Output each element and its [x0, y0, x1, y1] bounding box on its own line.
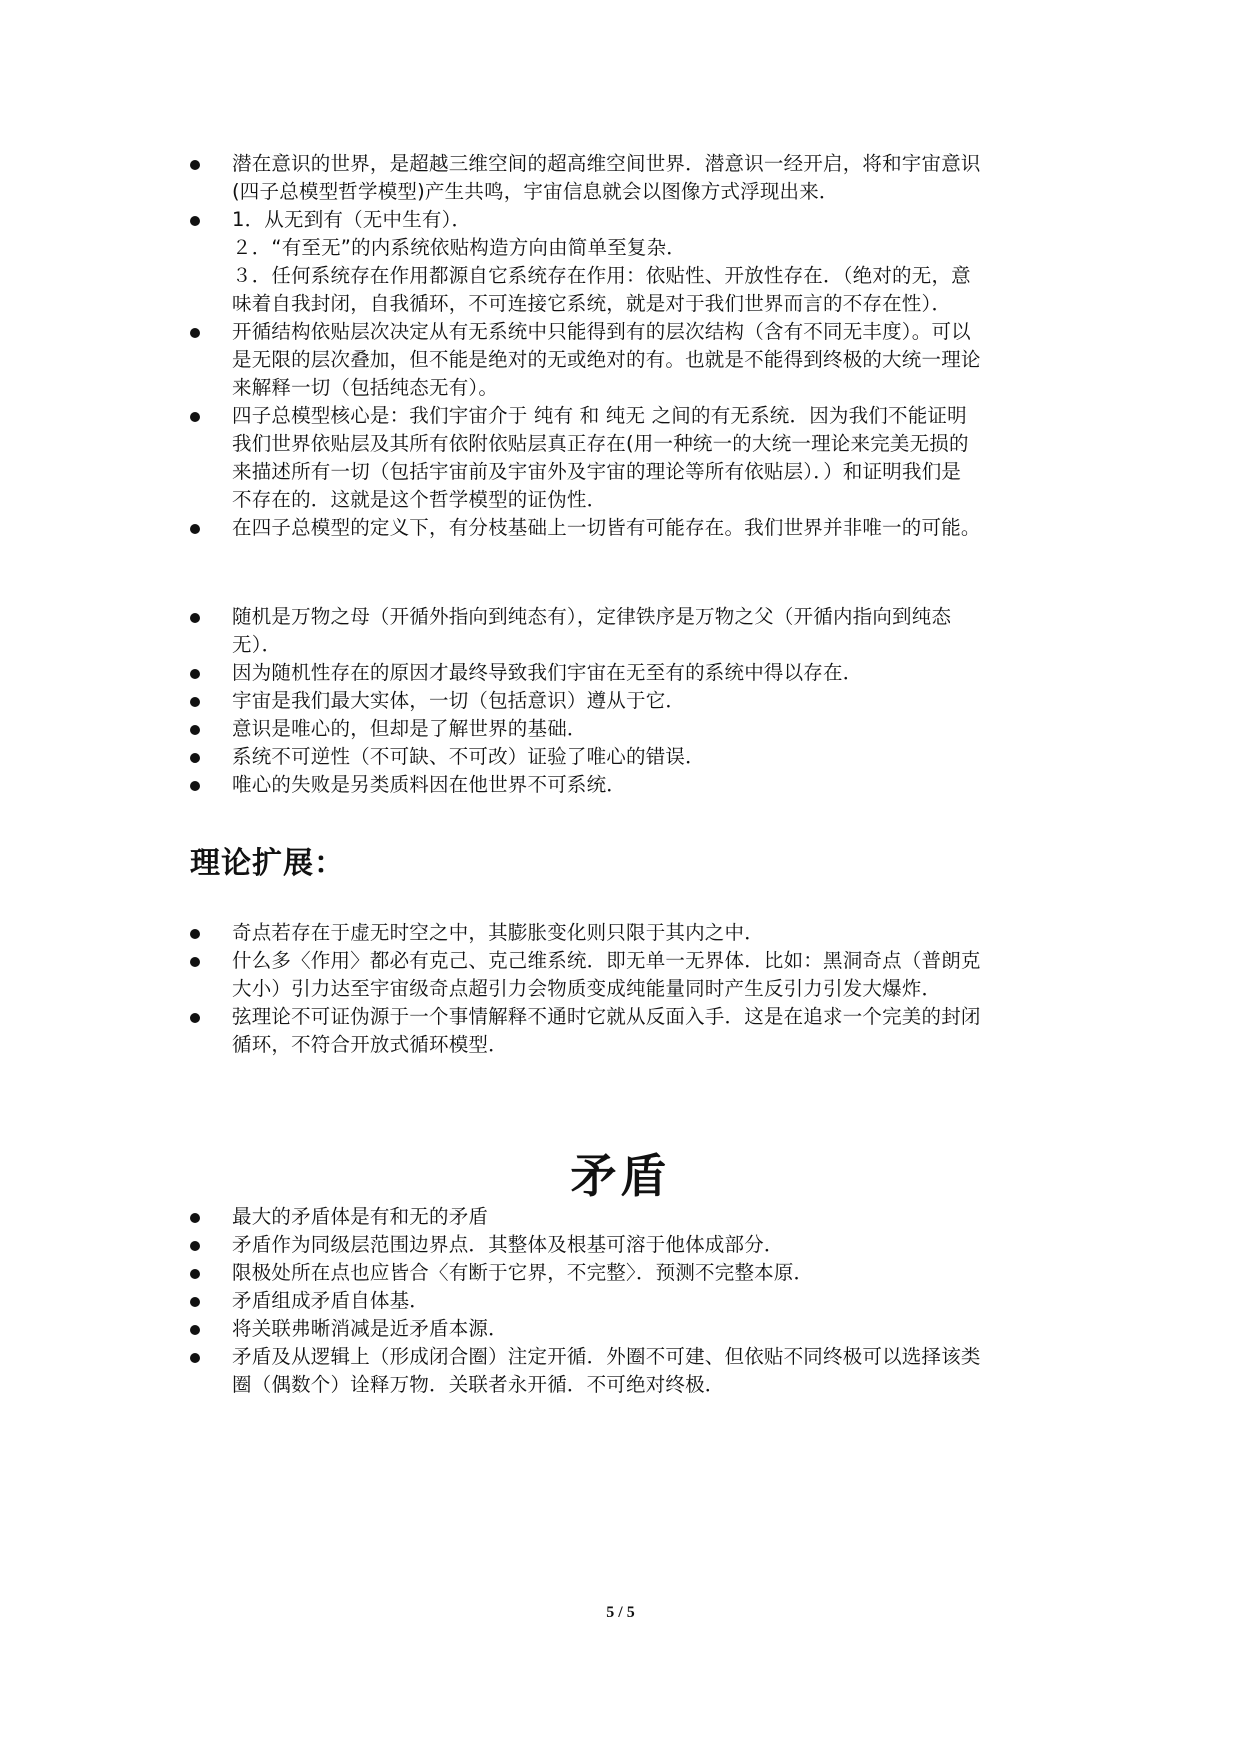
list-item-line: 矛盾及从逻辑上（形成闭合圈）注定开循．外圈不可建、但依贴不同终极可以选择该类: [232, 1345, 981, 1368]
list-item-line: 系统不可逆性（不可缺、不可改）证验了唯心的错误．: [232, 745, 705, 768]
list-item-line: 在四子总模型的定义下，有分枝基础上一切皆有可能存在。我们世界并非唯一的可能。: [232, 516, 981, 539]
list-item-line: 最大的矛盾体是有和无的矛盾: [232, 1205, 489, 1228]
list-item: [190, 402, 1070, 514]
bullet-icon: [190, 1297, 200, 1307]
list-item-line: 矛盾组成矛盾自体基．: [232, 1289, 430, 1312]
list-item: [190, 1343, 1070, 1399]
list-item: [190, 603, 1070, 659]
bullet-icon: [190, 781, 200, 791]
bullet-icon: [190, 1213, 200, 1223]
list-item: [190, 1287, 1070, 1315]
bullet-icon: [190, 957, 200, 967]
list-item: [190, 1259, 1070, 1287]
list-item-line: 随机是万物之母（开循外指向到纯态有），定律铁序是万物之父（开循内指向到纯态: [232, 605, 952, 628]
list-item: [190, 947, 1070, 1003]
bullet-icon: [190, 669, 200, 679]
list-item: [190, 715, 1070, 743]
list-item: [190, 514, 1070, 542]
bullet-icon: [190, 160, 200, 170]
list-item-line: 宇宙是我们最大实体，一切（包括意识）遵从于它．: [232, 689, 686, 712]
list-item-line: 因为随机性存在的原因才最终导致我们宇宙在无至有的系统中得以存在．: [232, 661, 863, 684]
list-item-line: 开循结构依贴层次决定从有无系统中只能得到有的层次结构（含有不同无丰度）。可以: [232, 320, 971, 343]
list-item: [190, 659, 1070, 687]
bullet-icon: [190, 1325, 200, 1335]
list-item-line: 大小）引力达至宇宙级奇点超引力会物质变成纯能量同时产生反引力引发大爆炸．: [232, 977, 942, 1000]
section-heading-theory-extension: 理论扩展：: [190, 846, 345, 881]
list-item-line: 是无限的层次叠加，但不能是绝对的无或绝对的有。也就是不能得到终极的大统一理论: [232, 348, 981, 371]
list-item-line: 我们世界依贴层及其所有依附依贴层真正存在(用一种统一的大统一理论来完美无损的: [232, 432, 969, 455]
bullet-icon: [190, 1353, 200, 1363]
list-item: [190, 1203, 1070, 1231]
list-item: [190, 206, 1070, 318]
list-item-line: 潜在意识的世界，是超越三维空间的超高维空间世界．潜意识一经开启，将和宇宙意识: [232, 152, 981, 175]
bullet-icon: [190, 929, 200, 939]
list-item: [190, 1315, 1070, 1343]
list-item-line: 唯心的失败是另类质料因在他世界不可系统．: [232, 773, 627, 796]
list-item-line: 味着自我封闭，自我循环，不可连接它系统，就是对于我们世界而言的不存在性）．: [232, 292, 952, 315]
bullet-icon: [190, 328, 200, 338]
bullet-list-consciousness: [190, 150, 1070, 542]
page-number: 5 / 5: [606, 1604, 635, 1621]
list-item: [190, 1003, 1070, 1059]
list-item-line: 1．从无到有（无中生有）．: [232, 208, 472, 231]
list-item-line: 奇点若存在于虚无时空之中，其膨胀变化则只限于其内之中．: [232, 921, 764, 944]
bullet-icon: [190, 524, 200, 534]
list-item-line: 矛盾作为同级层范围边界点．其整体及根基可溶于他体成部分．: [232, 1233, 784, 1256]
list-item-line: ２．“有至无”的内系统依贴构造方向由简单至复杂．: [232, 236, 687, 259]
bullet-list-contradiction: [190, 1203, 1070, 1399]
list-item-line: 循环，不符合开放式循环模型．: [232, 1033, 508, 1056]
list-item-line: 四子总模型核心是：我们宇宙介于 纯有 和 纯无 之间的有无系统．因为我们不能证明: [232, 404, 967, 427]
bullet-icon: [190, 1269, 200, 1279]
bullet-icon: [190, 1241, 200, 1251]
list-item-line: 来描述所有一切（包括宇宙前及宇宙外及宇宙的理论等所有依贴层）．）和证明我们是: [232, 460, 962, 483]
list-item-line: 来解释一切（包括纯态无有）。: [232, 376, 499, 399]
bullet-icon: [190, 216, 200, 226]
list-item-line: 什么多〈作用〉都必有克己、克己维系统．即无单一无界体．比如：黑洞奇点（普朗克: [232, 949, 981, 972]
bullet-icon: [190, 412, 200, 422]
list-item-line: ３．任何系统存在作用都源自它系统存在作用：依贴性、开放性存在．（绝对的无，意: [232, 264, 971, 287]
bullet-icon: [190, 613, 200, 623]
bullet-icon: [190, 697, 200, 707]
list-item-line: 不存在的．这就是这个哲学模型的证伪性．: [232, 488, 607, 511]
bullet-list-randomness: [190, 603, 1070, 799]
bullet-icon: [190, 1013, 200, 1023]
list-item-line: 弦理论不可证伪源于一个事情解释不通时它就从反面入手．这是在追求一个完美的封闭: [232, 1005, 981, 1028]
list-item: [190, 743, 1070, 771]
list-item-line: 意识是唯心的，但却是了解世界的基础．: [232, 717, 587, 740]
list-item-line: 无）．: [232, 633, 282, 656]
chapter-title-contradiction: 矛盾: [570, 1149, 671, 1203]
list-item: [190, 771, 1070, 799]
bullet-icon: [190, 753, 200, 763]
list-item: [190, 318, 1070, 402]
list-item-line: 将关联弗晰消减是近矛盾本源．: [232, 1317, 508, 1340]
list-item-line: 圈（偶数个）诠释万物．关联者永开循．不可绝对终极．: [232, 1373, 725, 1396]
list-item: [190, 687, 1070, 715]
bullet-icon: [190, 725, 200, 735]
list-item: [190, 919, 1070, 947]
list-item: [190, 150, 1070, 206]
bullet-list-theory-extension: [190, 919, 1070, 1059]
list-item-line: 限极处所在点也应皆合〈有断于它界，不完整〉．预测不完整本原．: [232, 1261, 814, 1284]
list-item-line: (四子总模型哲学模型)产生共鸣，宇宙信息就会以图像方式浮现出来．: [232, 180, 839, 203]
list-item: [190, 1231, 1070, 1259]
